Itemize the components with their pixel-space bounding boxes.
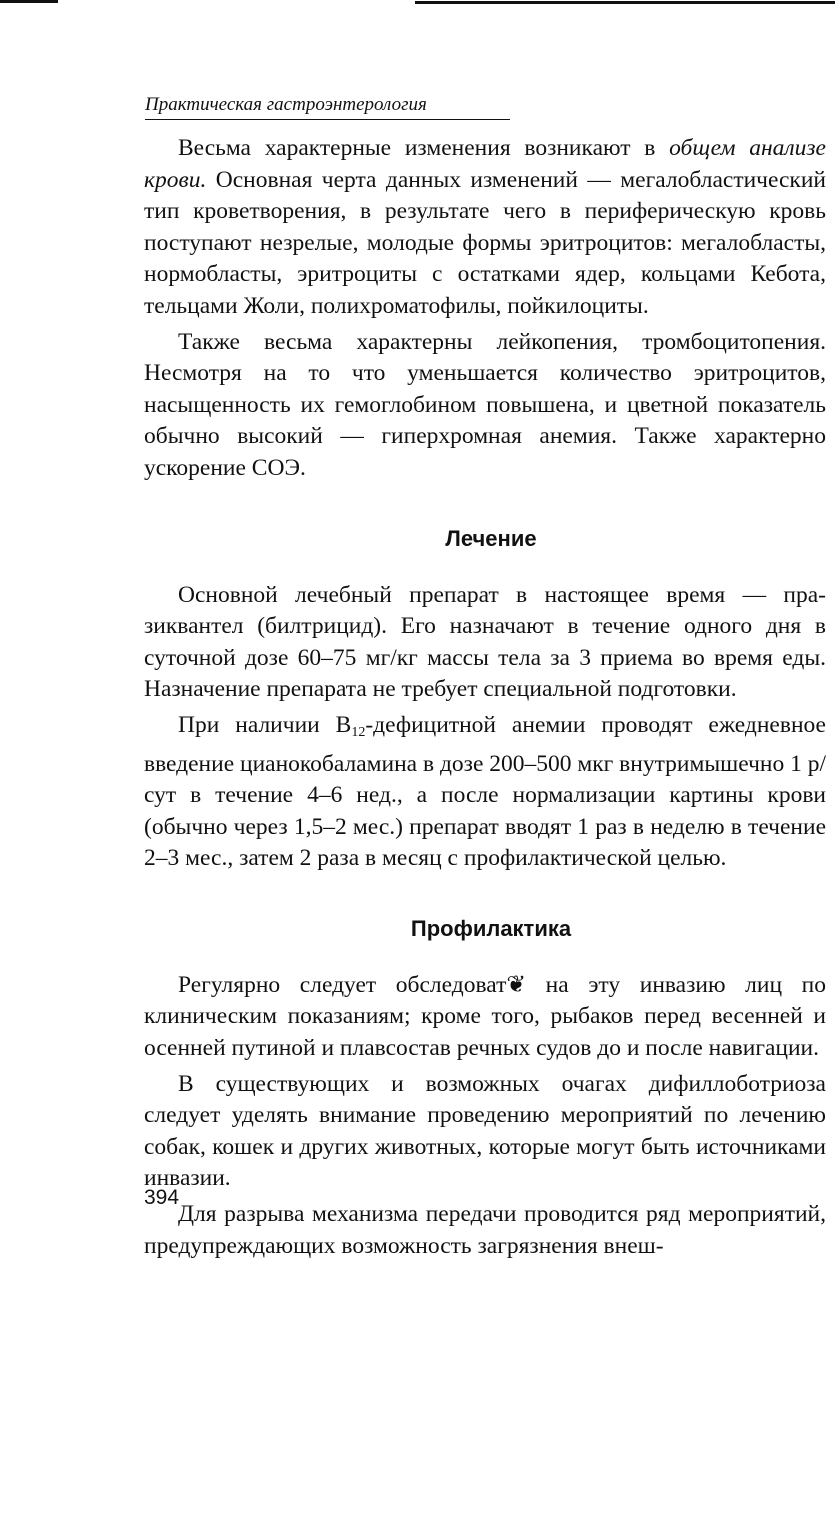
prevention-paragraph-3: Для разрыва механизма передачи проводится ряд мероприятий, предупреждающих возможность загрязнения внеш- — [144, 1201, 826, 1259]
page-body — [144, 133, 826, 1266]
treatment-p2-text-b: -дефицитной анемии проводят ежедневное введение цианокобаламина в дозе 200–500 мкг внутримышечно 1 р/сут в течение 4–6 нед., а после нормализации картины крови (обычно через 1,5–2 мес.) препарат вводят 1 раз в неделю в течение 2–3 мес., затем 2 раза в месяц с профилактической целью. — [144, 711, 827, 872]
treatment-paragraph-2 — [144, 710, 826, 875]
intro-p1-emphasis: общем анализе крови. — [144, 135, 826, 193]
top-rule-right — [415, 1, 835, 4]
intro-paragraph-2: Также весьма характерны лейкопения, тромбоцитопения. Несмотря на то что уменьшается количество эритроцитов, насыщенность их гемоглобином повышена, и цветной показатель обычно высокий — гиперхромная анемия. Также характерно ускорение СОЭ. — [144, 328, 826, 481]
treatment-p2-text-a: При наличии В — [178, 711, 352, 738]
intro-p1-text-b: Основная черта данных изменений — мегалобластический тип кроветворения, в результате чего в периферическую кровь поступают незрелые, молодые формы эритроцитов: мегалобласты, нормобласты, эритроциты с остатками ядер, кольцами Кебота, тельцами Жоли, полихроматофилы, пойкилоциты. — [144, 166, 826, 319]
section-heading-treatment: Лечение — [445, 525, 537, 551]
running-head: Практическая гастроэнтерология — [145, 93, 510, 120]
section-heading-prevention: Профилактика — [410, 915, 572, 941]
top-rule-left — [0, 0, 58, 3]
prevention-paragraph-2: В существующих и возможных очагах дифиллоботриоза следует уделять внимание проведению мероприятий по лечению собак, кошек и других животных, которые могут быть источниками инвазии. — [144, 1070, 826, 1192]
treatment-p2-subscript: 12 — [351, 724, 366, 740]
treatment-paragraph-1: Основной лечебный препарат в настоящее время — празиквантел (билтрицид). Его назначают в течение одного дня в суточной дозе 60–75 мг/кг массы тела за 3 приема во время еды. Назначение препарата не требует специальной подготовки. — [144, 581, 826, 703]
prevention-paragraph-1: Регулярно следует обследоват❦ на эту инвазию лиц по клиническим показаниям; кроме того, рыбаков перед весенней и осенней путиной и плавсостав речных судов до и после навигации. — [144, 971, 826, 1062]
intro-p1-text-a: Весьма характерные изменения возникают в — [178, 135, 670, 161]
intro-paragraph-1 — [144, 133, 826, 323]
page-number: 394 — [144, 1186, 180, 1209]
